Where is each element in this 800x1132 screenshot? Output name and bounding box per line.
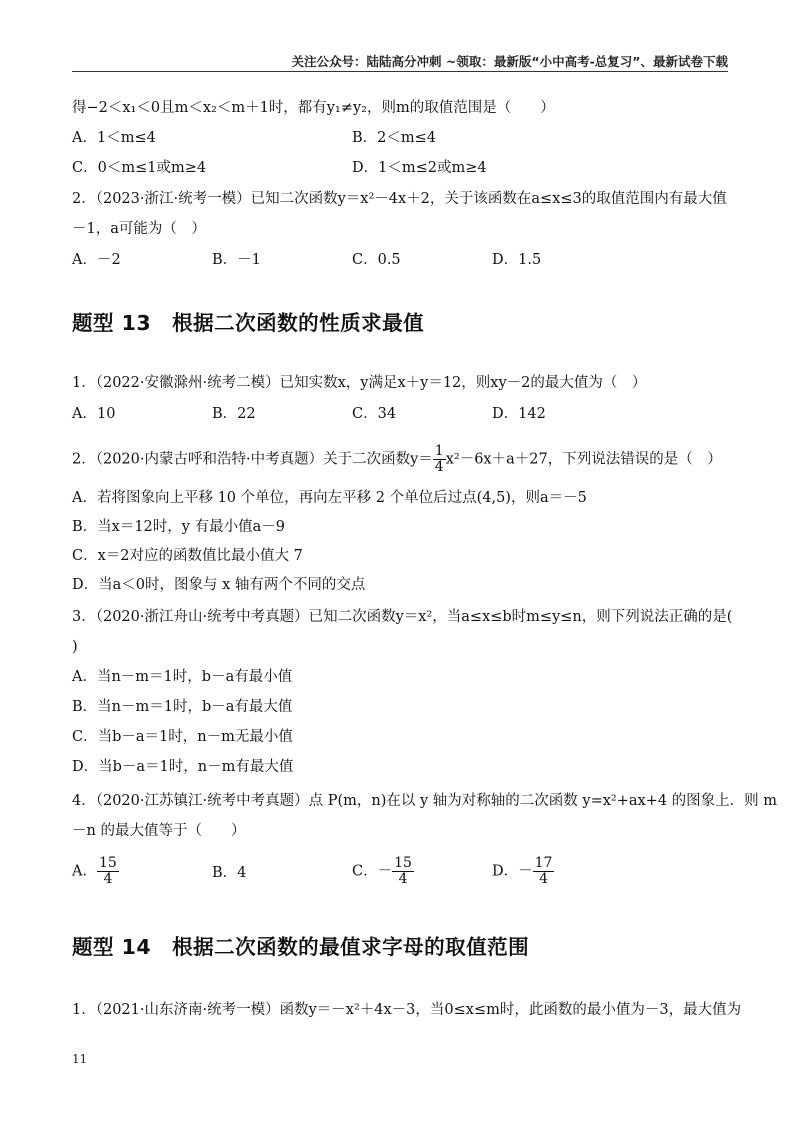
- option-b: B．4: [212, 865, 247, 881]
- option-d: D．1.5: [492, 252, 542, 268]
- section-title: 题型 14 根据二次函数的最值求字母的取值范围: [72, 935, 530, 959]
- question-2: [72, 444, 722, 475]
- section-title: 题型 13 根据二次函数的性质求最值: [72, 311, 425, 335]
- option-c: [352, 856, 414, 887]
- option-d: D．当b－a＝1时，n－m有最大值: [72, 759, 294, 775]
- fraction: [533, 856, 555, 887]
- option-b: B．当x＝12时，y 有最小值a－9: [72, 519, 285, 535]
- option-a: A．当n－m＝1时，b－a有最小值: [72, 669, 293, 685]
- minus-sign: －: [377, 863, 393, 880]
- option-label: A．: [72, 863, 97, 880]
- option-a: A．－2: [72, 252, 121, 268]
- question-1: 1．（2022·安徽滁州·统考二模）已知实数x，y满足x＋y＝12，则xy－2的最大值为（ ）: [72, 375, 647, 391]
- option-d: [492, 856, 554, 887]
- question-4-line-2: －n 的最大值等于（ ）: [72, 823, 246, 839]
- fraction-numerator: 1: [434, 443, 444, 459]
- page-header: 关注公众号：陆陆高分冲刺 ~领取：最新版“小中高考-总复习”、最新试卷下载: [291, 54, 728, 69]
- question-continuation: 得−2＜x₁＜0且m＜x₂＜m＋1时，都有y₁≠y₂，则m的取值范围是（ ）: [72, 100, 555, 116]
- option-c: C．34: [352, 406, 397, 422]
- fraction-numerator: 15: [394, 855, 412, 871]
- option-c: C．x＝2对应的函数值比最小值大 7: [72, 548, 303, 564]
- option-a: A．若将图象向上平移 10 个单位，再向左平移 2 个单位后过点(4,5)，则a＝－5: [72, 490, 587, 506]
- option-b: B．－1: [212, 252, 261, 268]
- option-label: D．: [492, 863, 519, 880]
- fraction: [433, 444, 446, 475]
- option-label: C．: [352, 863, 378, 880]
- option-b: B．2＜m≤4: [352, 130, 437, 146]
- fraction: [97, 856, 119, 887]
- option-d: D．当a＜0时，图象与 x 轴有两个不同的交点: [72, 577, 366, 593]
- question-2-line-1: 2．（2023·浙江·统考一模）已知二次函数y＝x²－4x＋2，关于该函数在a≤x≤3的取值范围内有最大值: [72, 191, 727, 207]
- question-2-line-2: －1，a可能为（ ）: [72, 221, 206, 237]
- option-a: A．10: [72, 406, 116, 422]
- header-divider: [72, 71, 728, 72]
- option-a: [72, 856, 119, 887]
- fraction-numerator: 15: [98, 855, 117, 871]
- question-4-line-1: 4．（2020·江苏镇江·统考中考真题）点 P(m，n)在以 y 轴为对称轴的二次函数 y=x²+ax+4 的图象上．则 m: [72, 793, 778, 809]
- option-d: D．1＜m≤2或m≥4: [352, 160, 487, 176]
- option-c: C．当b－a＝1时，n－m无最小值: [72, 729, 293, 745]
- option-a: A．1＜m≤4: [72, 130, 156, 146]
- fraction-denominator: 4: [103, 871, 113, 887]
- question-3-line-1: 3．（2020·浙江舟山·统考中考真题）已知二次函数y＝x²，当a≤x≤b时m≤y≤n，则下列说法正确的是(: [72, 609, 733, 625]
- minus-sign: －: [518, 863, 533, 880]
- option-b: B．22: [212, 406, 256, 422]
- question-2-prefix: 2．（2020·内蒙古呼和浩特·中考真题）关于二次函数y＝: [72, 451, 433, 468]
- option-c: C．0.5: [352, 252, 401, 268]
- question-3-line-2: ): [72, 639, 78, 655]
- fraction-denominator: 4: [398, 871, 408, 887]
- fraction-denominator: 4: [434, 459, 444, 475]
- option-c: C．0＜m≤1或m≥4: [72, 160, 207, 176]
- option-d: D．142: [492, 406, 546, 422]
- page-number: 11: [72, 1052, 88, 1066]
- question-1: 1．（2021·山东济南·统考一模）函数y＝－x²＋4x－3，当0≤x≤m时，此函数的最小值为－3，最大值为: [72, 1002, 742, 1018]
- fraction-denominator: 4: [539, 871, 549, 887]
- option-b: B．当n－m＝1时，b－a有最大值: [72, 699, 293, 715]
- fraction: [392, 856, 414, 887]
- question-2-suffix: x²－6x＋a＋27，下列说法错误的是（ ）: [445, 451, 722, 468]
- fraction-numerator: 17: [534, 855, 553, 871]
